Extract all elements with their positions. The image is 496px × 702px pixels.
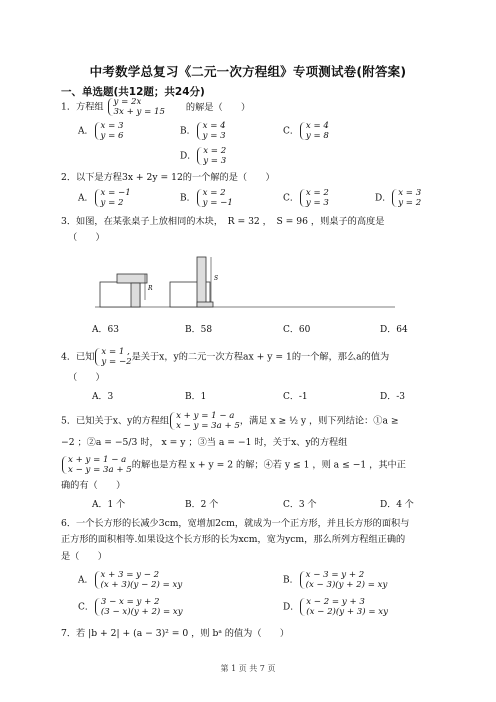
- q1-option-c[interactable]: C． x = 4 y = 8: [283, 121, 329, 141]
- q4-option-d[interactable]: D．-3: [380, 392, 405, 402]
- q5-option-c[interactable]: C．3 个: [283, 500, 317, 510]
- q2-option-d[interactable]: D． x = 3 y = 2: [375, 188, 422, 208]
- q6-line-3: 是（ ）: [61, 551, 107, 562]
- q4-option-a[interactable]: A．3: [92, 392, 114, 402]
- question-2: 2．以下是方程3x + 2y = 12的一个解的是（ ）: [61, 172, 275, 183]
- page-title: 中考数学总复习《二元一次方程组》专项测试卷(附答案): [89, 64, 407, 79]
- q1-suffix: 的解是（ ）: [185, 101, 251, 113]
- q1-option-a[interactable]: A． x = 3 y = 6: [78, 121, 124, 141]
- page-footer: 第 1 页 共 7 页: [220, 664, 276, 673]
- section-heading: 一、单选题(共12题；共24分): [61, 86, 205, 98]
- q1-option-d[interactable]: D． x = 2 y = 3: [180, 146, 227, 166]
- q6-option-b[interactable]: B． x − 3 = y + 2 (x − 3)(y + 2) = xy: [283, 570, 388, 590]
- q5-line-3: x + y = 1 − a x − y = 3a + 5 的解也是方程 x + y = 2 的解；④若 y ≤ 1 ，则 a ≤ −1 ，其中正: [61, 455, 406, 475]
- q1-option-b[interactable]: B． x = 4 y = 3: [180, 121, 226, 141]
- q6-line-2: 正方形的面积相等.如果设这个长方形的长为xcm，宽为ycm，那么所列方程组正确的: [61, 534, 406, 545]
- question-6: 6．一个长方形的长减少3cm，宽增加2cm，就成为一个正方形，并且长方形的面积与: [61, 518, 410, 529]
- question-5: 5．已知关于x、y的方程组 x + y = 1 − a x − y = 3a + 5 ，满足 x ≥ ½ y ，则下列结论：①a ≥: [61, 411, 399, 431]
- q6-option-c[interactable]: C． 3 − x = y + 2 (3 − x)(y + 2) = xy: [78, 597, 183, 617]
- q5-option-b[interactable]: B．2 个: [185, 500, 219, 510]
- q2-option-b[interactable]: B． x = 2 y = −1: [180, 188, 233, 208]
- q3-option-c[interactable]: C．60: [283, 325, 311, 335]
- q2-option-a[interactable]: A． x = −1 y = 2: [78, 188, 131, 208]
- q2-option-c[interactable]: C． x = 2 y = 3: [283, 188, 329, 208]
- q1-prefix: 1．方程组: [61, 101, 104, 113]
- q5-line-4: 确的有（ ）: [61, 480, 126, 491]
- fig-label-r: R: [148, 285, 153, 292]
- q3-figure: [95, 252, 395, 312]
- q3-option-a[interactable]: A．63: [92, 325, 119, 335]
- q6-option-a[interactable]: A． x + 3 = y − 2 (x + 3)(y − 2) = xy: [78, 570, 183, 590]
- question-1: [61, 97, 250, 117]
- q4-paren: （ ）: [68, 372, 105, 383]
- q3-paren: （ ）: [68, 232, 105, 243]
- fig-label-s: S: [214, 275, 219, 282]
- question-3: 3．如图，在某张桌子上放相同的木块， R = 32 ， S = 96 ，则桌子的高度是: [61, 216, 385, 227]
- q4-option-c[interactable]: C．-1: [283, 392, 308, 402]
- q3-option-b[interactable]: B．58: [185, 325, 213, 335]
- q5-option-d[interactable]: D．4 个: [380, 500, 414, 510]
- question-7: 7．若 |b + 2| + (a − 3)² = 0 ，则 bᵃ 的值为（ ）: [61, 628, 290, 639]
- q5-line-2: −2 ；②a = −5/3 时， x = y ；③当 a = −1 时，关于x、y的方程组: [61, 437, 348, 448]
- question-4: 4．已知 x = 1 , y = −2 是关于x，y的二元一次方程ax + y = 1的一个解，那么a的值为: [61, 347, 390, 367]
- q5-option-a[interactable]: A．1 个: [92, 500, 126, 510]
- q4-option-b[interactable]: B．1: [185, 392, 207, 402]
- q3-option-d[interactable]: D．64: [380, 325, 408, 335]
- q1-system: y = 2x 3x + y = 15: [107, 97, 165, 117]
- q6-option-d[interactable]: D． x − 2 = y + 3 (x − 2)(y + 3) = xy: [283, 597, 388, 617]
